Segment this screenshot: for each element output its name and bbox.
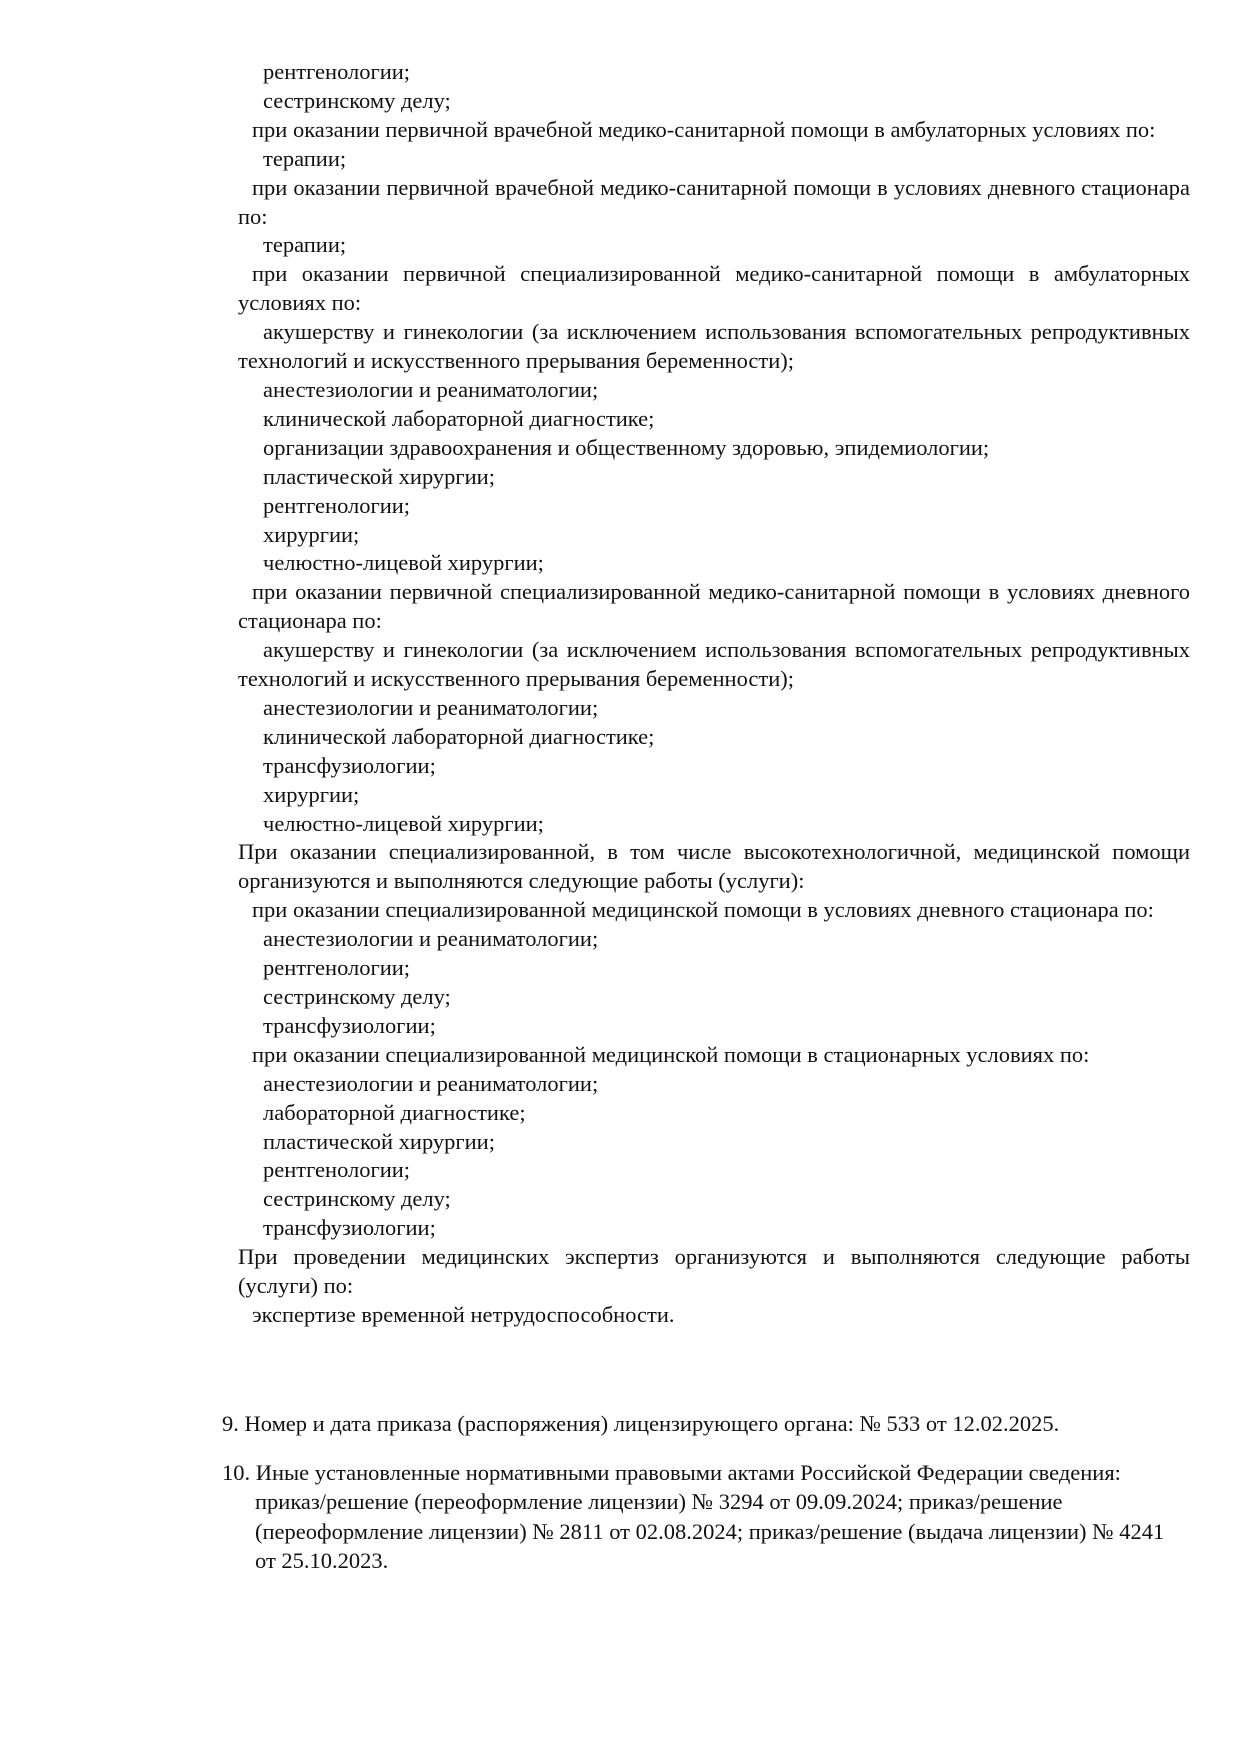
section-heading: при оказании специализированной медицинской помощи в условиях дневного стационара по: bbox=[252, 897, 1154, 923]
list-item: экспертизе временной нетрудоспособности. bbox=[252, 1301, 675, 1327]
list-item: пластической хирургии; bbox=[263, 463, 495, 489]
section-10-other-info: 10. Иные установленные нормативными правовыми актами Российской Федерации сведения: приказ/решение (переоформление лицензии) № 3294 от 09.09.2024; приказ/решение (переоформление лицензии) № 2811 от 02.08.2024; приказ/решение (выдача лицензии) № 4241 от 25.10.2023. bbox=[222, 1459, 1165, 1573]
list-item: челюстно-лицевой хирургии; bbox=[263, 550, 544, 576]
list-item: челюстно-лицевой хирургии; bbox=[263, 810, 544, 836]
section-9-order-number: 9. Номер и дата приказа (распоряжения) лицензирующего органа: № 533 от 12.02.2025. bbox=[222, 1411, 1060, 1436]
list-item: акушерству и гинекологии (за исключением использования вспомогательных репродуктивных технологий и искусственного прерывания беременности); bbox=[238, 319, 1190, 374]
list-item: трансфузиологии; bbox=[263, 1012, 436, 1038]
list-item: рентгенологии; bbox=[263, 955, 411, 981]
list-item: клинической лабораторной диагностике; bbox=[263, 405, 655, 431]
section-heading: При оказании специализированной, в том числе высокотехнологичной, медицинской помощи организуются и выполняются следующие работы (услуги): bbox=[238, 839, 1190, 894]
list-item: трансфузиологии; bbox=[263, 752, 436, 778]
list-item: хирургии; bbox=[263, 521, 360, 547]
list-item: рентгенологии; bbox=[263, 1157, 411, 1183]
list-item: терапии; bbox=[263, 145, 347, 171]
list-item: анестезиологии и реаниматологии; bbox=[263, 376, 599, 402]
list-item: сестринскому делу; bbox=[263, 1186, 451, 1212]
list-item: терапии; bbox=[263, 232, 347, 258]
list-item: сестринскому делу; bbox=[263, 984, 451, 1009]
license-works-list bbox=[238, 58, 1190, 1330]
list-item: пластической хирургии; bbox=[263, 1128, 495, 1154]
list-item: хирургии; bbox=[263, 781, 360, 807]
section-heading: при оказании первичной специализированной медико-санитарной помощи в амбулаторных условиях по: bbox=[238, 261, 1190, 316]
list-item: сестринскому делу; bbox=[263, 87, 451, 113]
list-item: организации здравоохранения и общественному здоровью, эпидемиологии; bbox=[263, 434, 990, 460]
list-item: клинической лабораторной диагностике; bbox=[263, 723, 655, 749]
list-item: акушерству и гинекологии (за исключением использования вспомогательных репродуктивных технологий и искусственного прерывания беременности); bbox=[238, 637, 1190, 692]
section-heading: при оказании первичной врачебной медико-санитарной помощи в условиях дневного стационара по: bbox=[238, 174, 1190, 229]
list-item: рентгенологии; bbox=[263, 59, 411, 84]
list-item: анестезиологии и реаниматологии; bbox=[263, 1070, 599, 1096]
section-heading: при оказании первичной специализированной медико-санитарной помощи в условиях дневного стационара по: bbox=[238, 579, 1190, 634]
section-heading: при оказании первичной врачебной медико-санитарной помощи в амбулаторных условиях по: bbox=[252, 116, 1156, 142]
list-item: рентгенологии; bbox=[263, 492, 411, 518]
list-item: анестезиологии и реаниматологии; bbox=[263, 694, 599, 720]
license-details bbox=[222, 1409, 1182, 1595]
list-item: трансфузиологии; bbox=[263, 1215, 436, 1241]
section-heading: При проведении медицинских экспертиз организуются и выполняются следующие работы (услуги) по: bbox=[238, 1244, 1190, 1299]
list-item: анестезиологии и реаниматологии; bbox=[263, 926, 599, 952]
section-heading: при оказании специализированной медицинской помощи в стационарных условиях по: bbox=[252, 1041, 1090, 1067]
list-item: лабораторной диагностике; bbox=[263, 1099, 526, 1125]
